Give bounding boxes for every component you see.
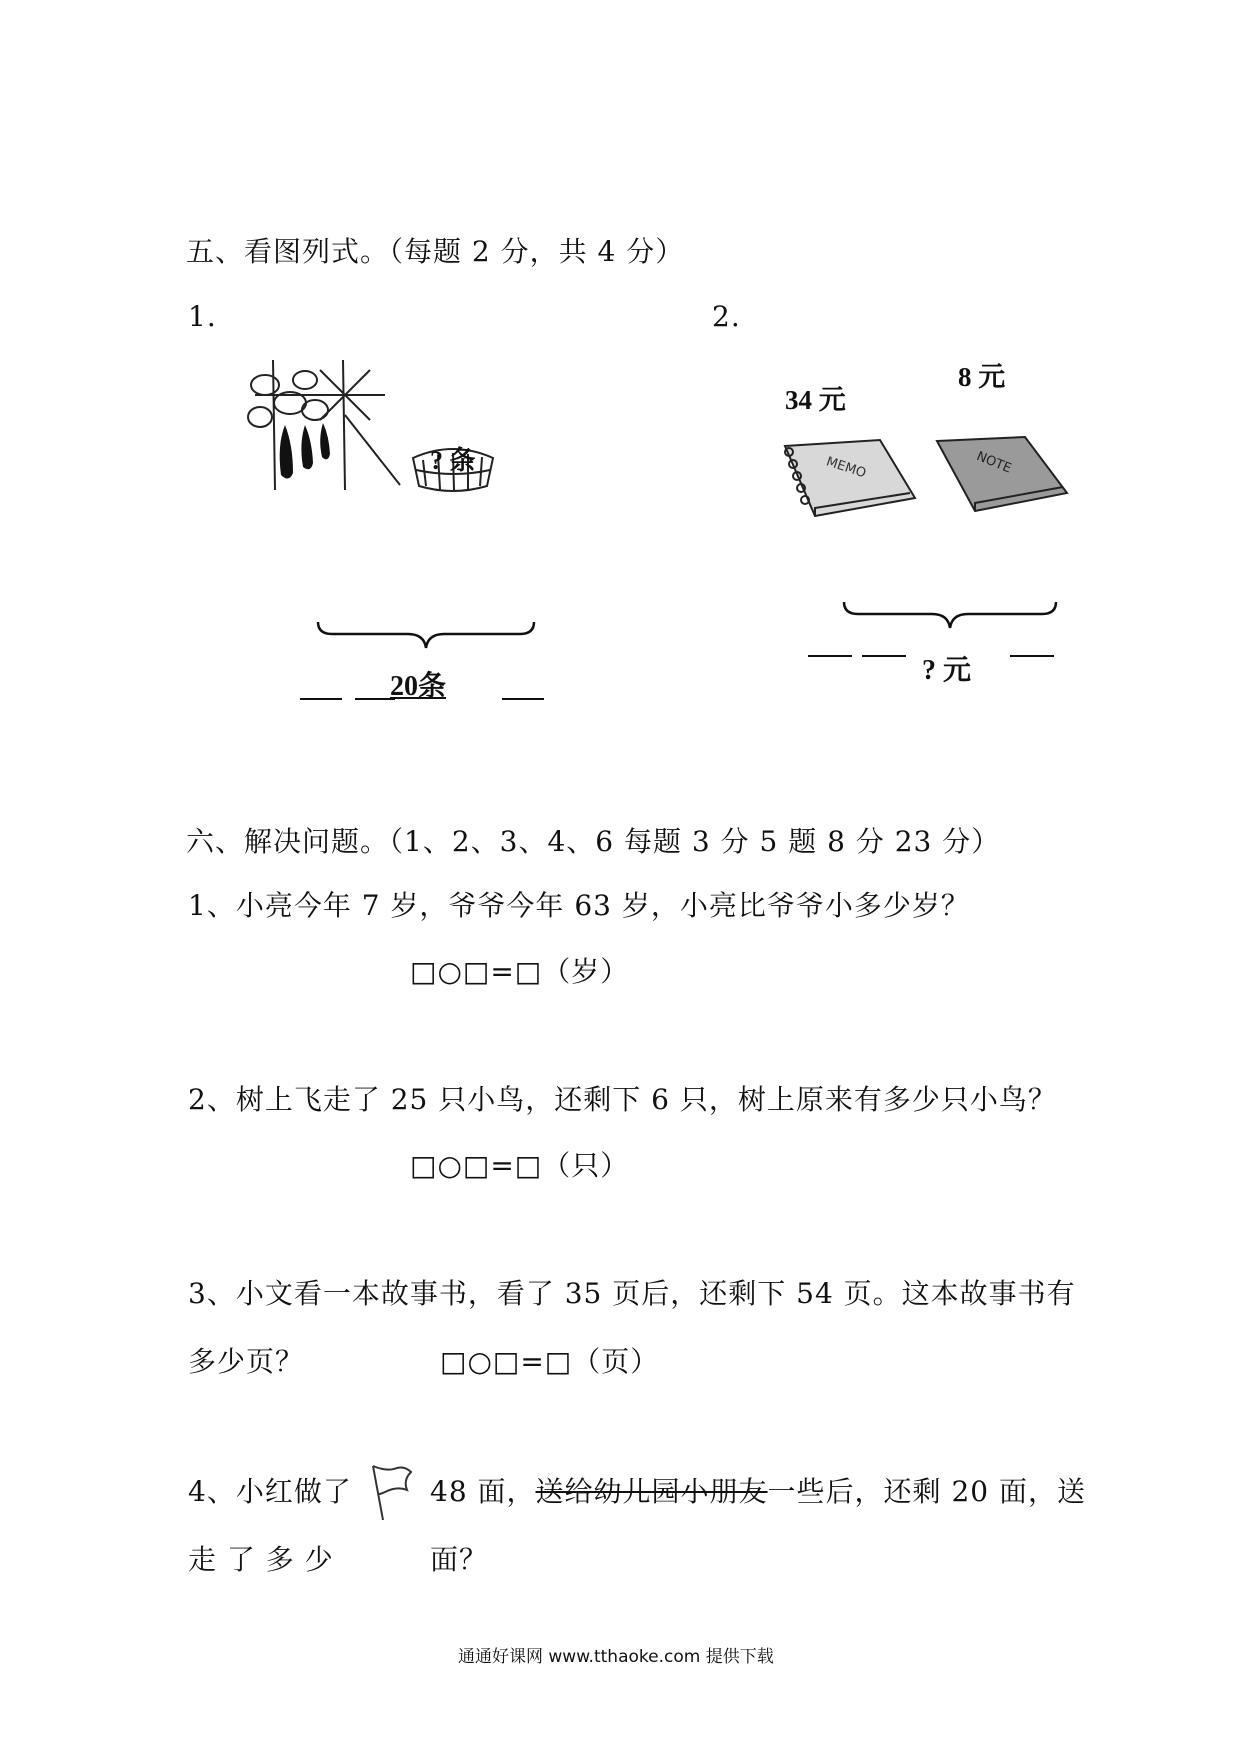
memo-price-label: 34 元 [785, 385, 846, 415]
q1-brace [316, 620, 536, 650]
q2-blank-1 [808, 655, 852, 657]
s6-q2-formula: □○□=□（只） [410, 1149, 630, 1182]
s6-q3-line1: 3、小文看一本故事书，看了 35 页后，还剩下 54 页。这本故事书有 [188, 1277, 1076, 1310]
q2-blank-3 [1010, 655, 1054, 657]
fish-rack-illustration [245, 355, 415, 490]
q2-blank-2 [862, 655, 906, 657]
flag-icon [365, 1462, 415, 1522]
s6-q4-line2b: 面？ [430, 1543, 489, 1576]
s6-q4-prefix: 4、小红做了 [188, 1475, 352, 1508]
s6-q3-line2: 多少页？ [188, 1345, 305, 1378]
q2-number: 2. [712, 300, 741, 333]
section6-heading: 六、解决问题。（1、2、3、4、6 每题 3 分 5 题 8 分 23 分） [186, 825, 1001, 858]
page-footer: 通通好课网 www.tthaoke.com 提供下载 [458, 1647, 774, 1667]
q1-blank-1 [300, 698, 342, 700]
note-price-label: 8 元 [958, 362, 1006, 392]
memo-notebook-illustration [775, 438, 920, 518]
q1-number: 1. [188, 300, 217, 333]
s6-q4-line1 [430, 1470, 1086, 1510]
note-text: NOTE [974, 449, 1014, 477]
s6-q4-rest: 一些后，还剩 20 面，送 [767, 1475, 1086, 1508]
q2-total-label: ? 元 [922, 655, 972, 686]
s6-q1-text: 1、小亮今年 7 岁，爷爷今年 63 岁，小亮比爷爷小多少岁？ [188, 889, 970, 922]
memo-text: MEMO [824, 454, 868, 482]
section5-heading: 五、看图列式。（每题 2 分，共 4 分） [186, 235, 685, 268]
s6-q2-text: 2、树上飞走了 25 只小鸟，还剩下 6 只，树上原来有多少只小鸟？ [188, 1083, 1057, 1116]
s6-q4-struck: 送给幼儿园小朋友 [535, 1475, 768, 1508]
q1-total-label: 20条 [390, 671, 447, 702]
s6-q4-count: 48 面， [430, 1475, 536, 1508]
q1-blank-3 [502, 698, 544, 700]
s6-q4-line2a: 走 了 多 少 [188, 1543, 334, 1576]
fish-question-label: ? 条 [430, 446, 476, 475]
note-notebook-illustration [935, 435, 1070, 515]
q2-brace [842, 600, 1058, 630]
q1-blank-2 [355, 698, 395, 700]
s6-q3-formula: □○□=□（页） [440, 1345, 660, 1378]
s6-q1-formula: □○□=□（岁） [410, 955, 630, 988]
